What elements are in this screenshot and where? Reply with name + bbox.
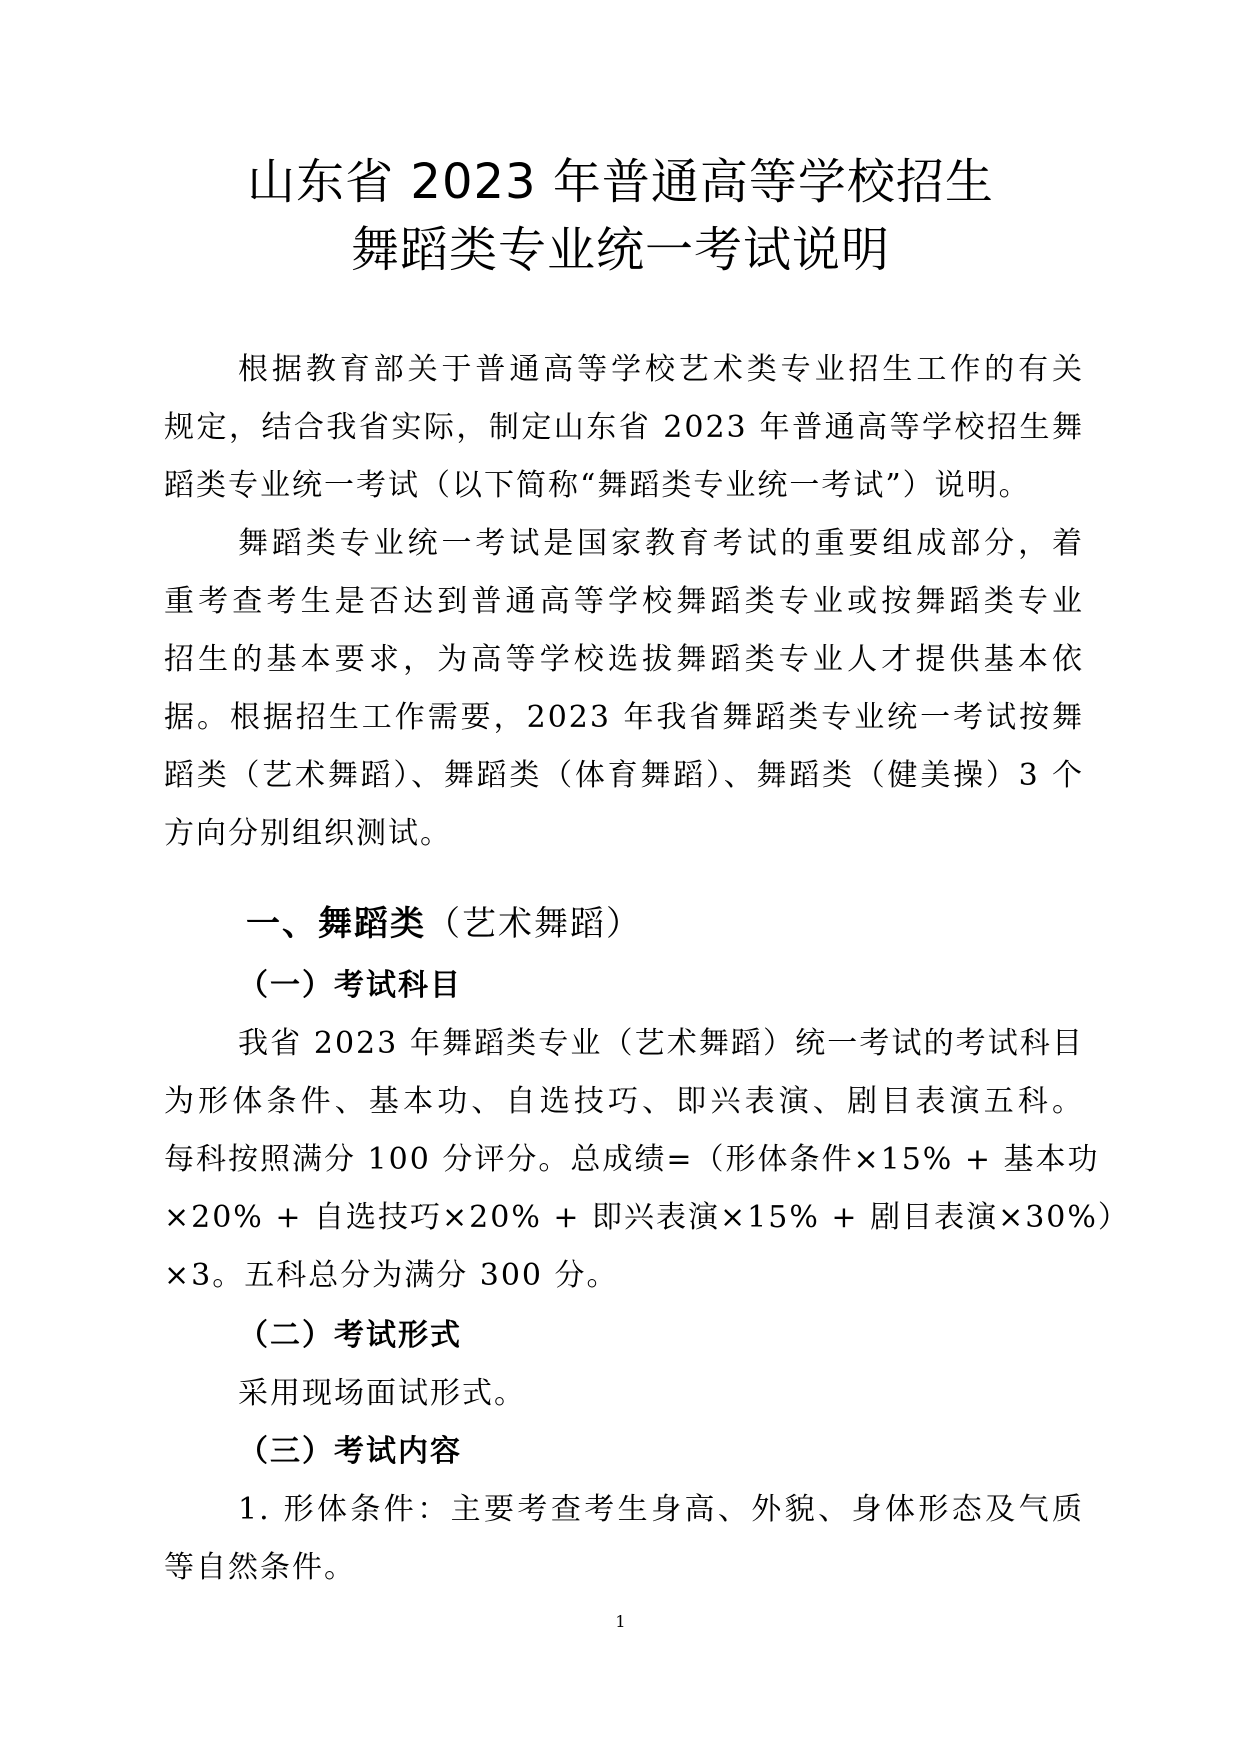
paragraph-line: 根据教育部关于普通高等学校艺术类专业招生工作的有关 [238, 352, 1084, 387]
subsection-heading: （二）考试形式 [238, 1318, 462, 1353]
page-number: 1 [615, 1612, 626, 1631]
paragraph-line: ×20% + 自选技巧×20% + 即兴表演×15% + 剧目表演×30%） [164, 1200, 1130, 1235]
paragraph-line: 采用现场面试形式。 [238, 1376, 526, 1411]
document-title-line-1: 山东省 2023 年普通高等学校招生 [247, 154, 994, 210]
paragraph-line: ×3。五科总分为满分 300 分。 [164, 1258, 619, 1293]
section-heading-subtitle: （艺术舞蹈） [426, 904, 642, 944]
paragraph-line: 方向分别组织测试。 [164, 816, 452, 851]
subsection-heading: （一）考试科目 [238, 968, 462, 1003]
paragraph-line: 舞蹈类专业统一考试是国家教育考试的重要组成部分，着 [238, 526, 1084, 561]
paragraph-line: 每科按照满分 100 分评分。总成绩=（形体条件×15% + 基本功 [164, 1142, 1100, 1177]
paragraph-line: 1. 形体条件：主要考查考生身高、外貌、身体形态及气质 [238, 1492, 1084, 1527]
paragraph-line: 我省 2023 年舞蹈类专业（艺术舞蹈）统一考试的考试科目 [238, 1026, 1084, 1061]
section-heading [246, 902, 642, 946]
paragraph-line: 蹈类专业统一考试（以下简称“舞蹈类专业统一考试”）说明。 [164, 468, 1031, 503]
paragraph-line: 据。根据招生工作需要，2023 年我省舞蹈类专业统一考试按舞 [164, 700, 1084, 735]
paragraph-line: 为形体条件、基本功、自选技巧、即兴表演、剧目表演五科。 [164, 1084, 1084, 1119]
paragraph-line: 规定，结合我省实际，制定山东省 2023 年普通高等学校招生舞 [164, 410, 1084, 445]
paragraph-line: 招生的基本要求，为高等学校选拔舞蹈类专业人才提供基本依 [164, 642, 1084, 677]
paragraph-line: 等自然条件。 [164, 1550, 356, 1585]
document-title-line-2: 舞蹈类专业统一考试说明 [350, 222, 890, 278]
section-heading-label: 一、舞蹈类 [246, 904, 426, 944]
subsection-heading: （三）考试内容 [238, 1434, 462, 1469]
paragraph-line: 重考查考生是否达到普通高等学校舞蹈类专业或按舞蹈类专业 [164, 584, 1084, 619]
paragraph-line: 蹈类（艺术舞蹈）、舞蹈类（体育舞蹈）、舞蹈类（健美操）3 个 [164, 758, 1084, 793]
